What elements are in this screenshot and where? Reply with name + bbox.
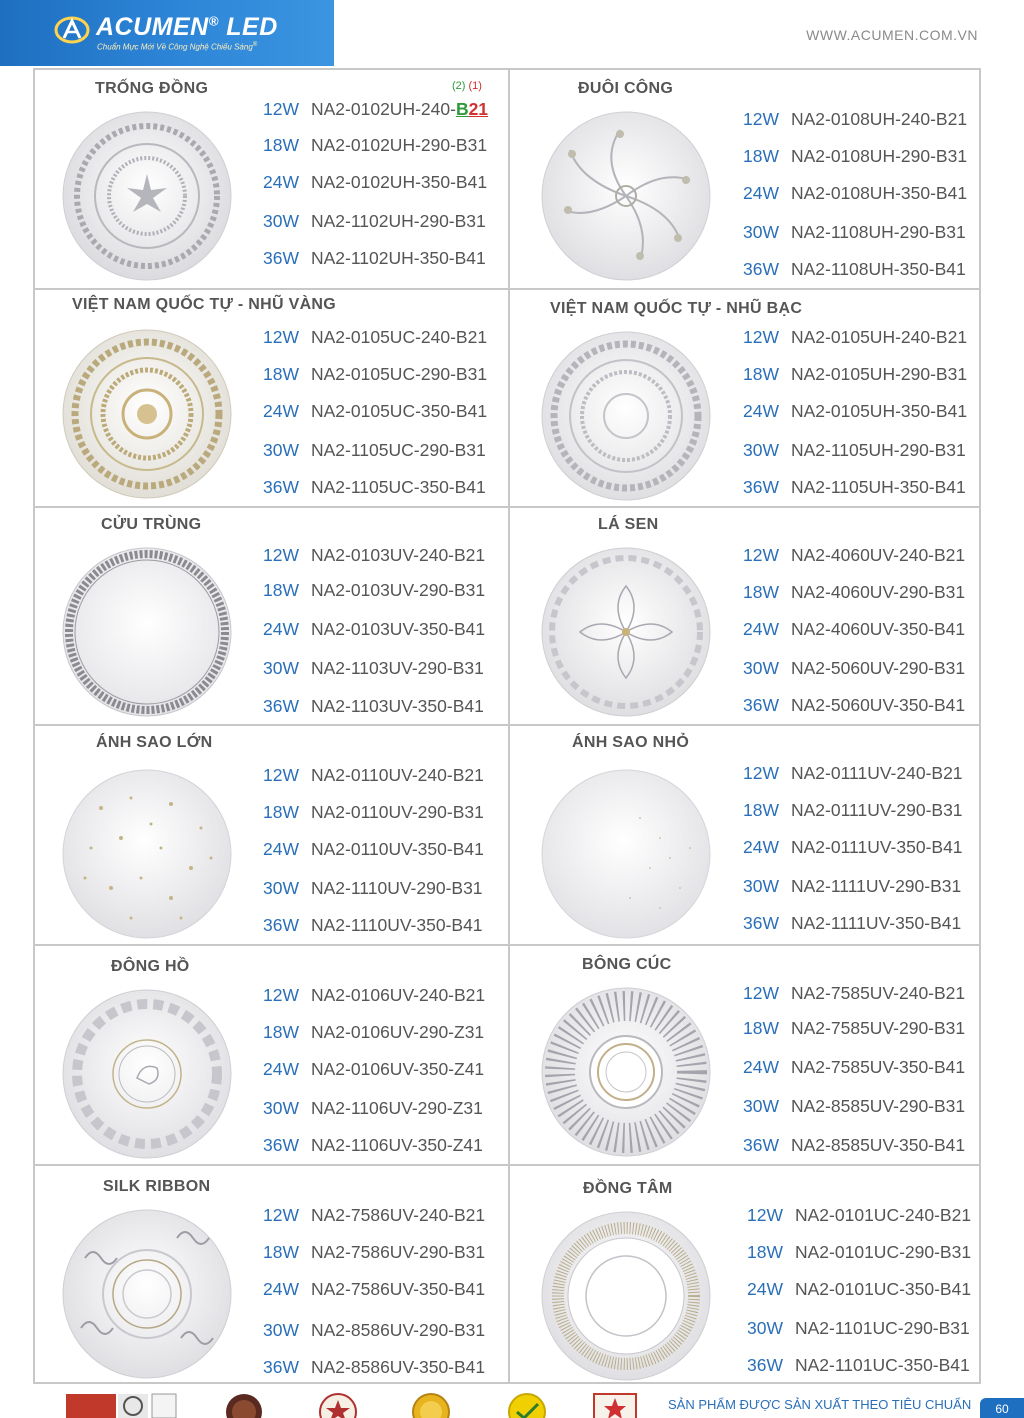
spec-row: 18W NA2-7585UV-290-B31 (743, 1018, 966, 1038)
page-footer (0, 1386, 1024, 1418)
star-emblem-icon (314, 1392, 362, 1418)
spec-row: 18W NA2-0108UH-290-B31 (743, 146, 968, 166)
website-url: WWW.ACUMEN.COM.VN (806, 27, 978, 43)
spec-row: 12W NA2-7586UV-240-B21 (263, 1205, 486, 1225)
spec-row: 36W NA2-1103UV-350-B41 (263, 696, 484, 716)
spec-row: 12W NA2-0102UH-240-B21 (263, 99, 489, 119)
lamp-silk-ribbon-image (61, 1208, 233, 1380)
spec-row: 12W NA2-0105UH-240-B21 (743, 327, 968, 347)
spec-row: 30W NA2-1103UV-290-B31 (263, 658, 484, 678)
lamp-trong-dong-image (61, 110, 233, 282)
spec-row: 24W NA2-0108UH-350-B41 (743, 183, 968, 203)
page-number: 60 (980, 1398, 1024, 1418)
vietnam-quality-icon (592, 1392, 638, 1418)
lamp-quoc-tu-nhu-vang-image (61, 328, 233, 500)
spec-row: 36W NA2-1105UH-350-B41 (743, 477, 966, 497)
product-name: VIỆT NAM QUỐC TỰ - NHŨ VÀNG (72, 296, 337, 313)
spec-row: 18W NA2-0105UH-290-B31 (743, 364, 968, 384)
product-name: SILK RIBBON (103, 1178, 211, 1195)
spec-row: 12W NA2-0101UC-240-B21 (747, 1205, 972, 1225)
product-card (510, 1166, 983, 1385)
product-name: ĐÔNG HỒ (111, 958, 190, 975)
iso-certificate-icon (66, 1392, 178, 1418)
spec-row: 36W NA2-1110UV-350-B41 (263, 915, 483, 935)
spec-row: 36W NA2-1102UH-350-B41 (263, 248, 486, 268)
product-name: ĐỒNG TÂM (583, 1180, 673, 1197)
spec-row: 18W NA2-0111UV-290-B31 (743, 800, 963, 820)
spec-row: 24W NA2-0102UH-350-B41 (263, 172, 488, 192)
spec-row: 12W NA2-0103UV-240-B21 (263, 545, 486, 565)
spec-row: 18W NA2-0101UC-290-B31 (747, 1242, 972, 1262)
lamp-la-sen-image (540, 546, 712, 718)
spec-row: 18W NA2-7586UV-290-B31 (263, 1242, 486, 1262)
brand-banner (0, 0, 334, 66)
spec-row: 12W NA2-0111UV-240-B21 (743, 763, 963, 783)
spec-row: 12W NA2-0105UC-240-B21 (263, 327, 488, 347)
spec-row: 12W NA2-4060UV-240-B21 (743, 545, 966, 565)
spec-row: 24W NA2-0101UC-350-B41 (747, 1279, 972, 1299)
product-name: ÁNH SAO LỚN (96, 734, 213, 751)
spec-row: 12W NA2-7585UV-240-B21 (743, 983, 966, 1003)
product-card (510, 726, 983, 945)
spec-row: 30W NA2-1105UH-290-B31 (743, 440, 966, 460)
spec-row: 24W NA2-0105UC-350-B41 (263, 401, 488, 421)
lamp-anh-sao-nho-image (540, 768, 712, 940)
product-name: BÔNG CÚC (582, 956, 672, 973)
spec-row: 18W NA2-0102UH-290-B31 (263, 135, 488, 155)
product-grid (33, 68, 981, 1384)
spec-row: 36W NA2-5060UV-350-B41 (743, 695, 966, 715)
spec-row: 24W NA2-0105UH-350-B41 (743, 401, 968, 421)
product-name: TRỐNG ĐỒNG (95, 80, 209, 97)
page-header (0, 0, 1024, 66)
product-card (35, 508, 508, 727)
spec-row: 30W NA2-1101UC-290-B31 (747, 1318, 970, 1338)
spec-row: 24W NA2-0110UV-350-B41 (263, 839, 484, 859)
product-name: VIỆT NAM QUỐC TỰ - NHŨ BẠC (550, 300, 803, 317)
product-card (510, 508, 983, 727)
spec-row: 36W NA2-1108UH-350-B41 (743, 259, 966, 279)
spec-row: 18W NA2-0103UV-290-B31 (263, 580, 486, 600)
lamp-cuu-trung-image (61, 546, 233, 718)
product-name: CỬU TRÙNG (101, 516, 202, 533)
spec-row: 30W NA2-1110UV-290-B31 (263, 878, 483, 898)
spec-row: 24W NA2-7586UV-350-B41 (263, 1279, 486, 1299)
spec-row: 30W NA2-1108UH-290-B31 (743, 222, 966, 242)
product-card (510, 946, 983, 1165)
lamp-anh-sao-lon-image (61, 768, 233, 940)
spec-row: 30W NA2-1106UV-290-Z31 (263, 1098, 483, 1118)
product-card (35, 1166, 508, 1385)
product-card (35, 70, 508, 289)
spec-row: 18W NA2-0106UV-290-Z31 (263, 1022, 485, 1042)
spec-row: 30W NA2-8586UV-290-B31 (263, 1320, 486, 1340)
lamp-dong-tam-image (540, 1210, 712, 1382)
product-card (510, 290, 983, 509)
brand-name: ACUMEN® LED (96, 13, 278, 41)
spec-row: 18W NA2-0110UV-290-B31 (263, 802, 484, 822)
spec-row: 24W NA2-0111UV-350-B41 (743, 837, 963, 857)
spec-row: 18W NA2-4060UV-290-B31 (743, 582, 966, 602)
product-name: ÁNH SAO NHỎ (572, 734, 690, 751)
lamp-dong-ho-image (61, 988, 233, 1160)
spec-row: 24W NA2-0106UV-350-Z41 (263, 1059, 485, 1079)
brand-tagline: Chuẩn Mực Mới Về Công Nghệ Chiếu Sáng® (97, 42, 258, 52)
acumen-logo-icon (54, 16, 90, 44)
spec-row: 30W NA2-1111UV-290-B31 (743, 876, 962, 896)
product-name: ĐUÔI CÔNG (578, 80, 674, 97)
award-seal-icon (222, 1392, 266, 1418)
spec-row: 30W NA2-5060UV-290-B31 (743, 658, 966, 678)
product-card (510, 70, 983, 289)
spec-row: 12W NA2-0110UV-240-B21 (263, 765, 484, 785)
lamp-duoi-cong-image (540, 110, 712, 282)
quality-badge-icon (504, 1392, 550, 1418)
spec-legend: (2) (1) (452, 80, 482, 92)
spec-row: 24W NA2-0103UV-350-B41 (263, 619, 486, 639)
spec-row: 12W NA2-0106UV-240-B21 (263, 985, 486, 1005)
spec-row: 36W NA2-8586UV-350-B41 (263, 1357, 486, 1377)
product-card (35, 290, 508, 509)
spec-row: 12W NA2-0108UH-240-B21 (743, 109, 968, 129)
spec-row: 36W NA2-1101UC-350-B41 (747, 1355, 970, 1375)
spec-row: 24W NA2-4060UV-350-B41 (743, 619, 966, 639)
spec-row: 18W NA2-0105UC-290-B31 (263, 364, 488, 384)
product-name: LÁ SEN (598, 516, 659, 533)
product-card (35, 946, 508, 1165)
spec-row: 30W NA2-1105UC-290-B31 (263, 440, 486, 460)
lamp-quoc-tu-nhu-bac-image (540, 330, 712, 502)
spec-row: 36W NA2-1106UV-350-Z41 (263, 1135, 483, 1155)
gold-medal-icon (408, 1392, 454, 1418)
spec-row: 30W NA2-1102UH-290-B31 (263, 211, 486, 231)
spec-row: 36W NA2-8585UV-350-B41 (743, 1135, 966, 1155)
footer-standard-text: SẢN PHẨM ĐƯỢC SẢN XUẤT THEO TIÊU CHUẨN (668, 1397, 972, 1412)
spec-row: 36W NA2-1105UC-350-B41 (263, 477, 486, 497)
product-card (35, 726, 508, 945)
lamp-bong-cuc-image (540, 986, 712, 1158)
spec-row: 24W NA2-7585UV-350-B41 (743, 1057, 966, 1077)
spec-row: 36W NA2-1111UV-350-B41 (743, 913, 962, 933)
spec-row: 30W NA2-8585UV-290-B31 (743, 1096, 966, 1116)
